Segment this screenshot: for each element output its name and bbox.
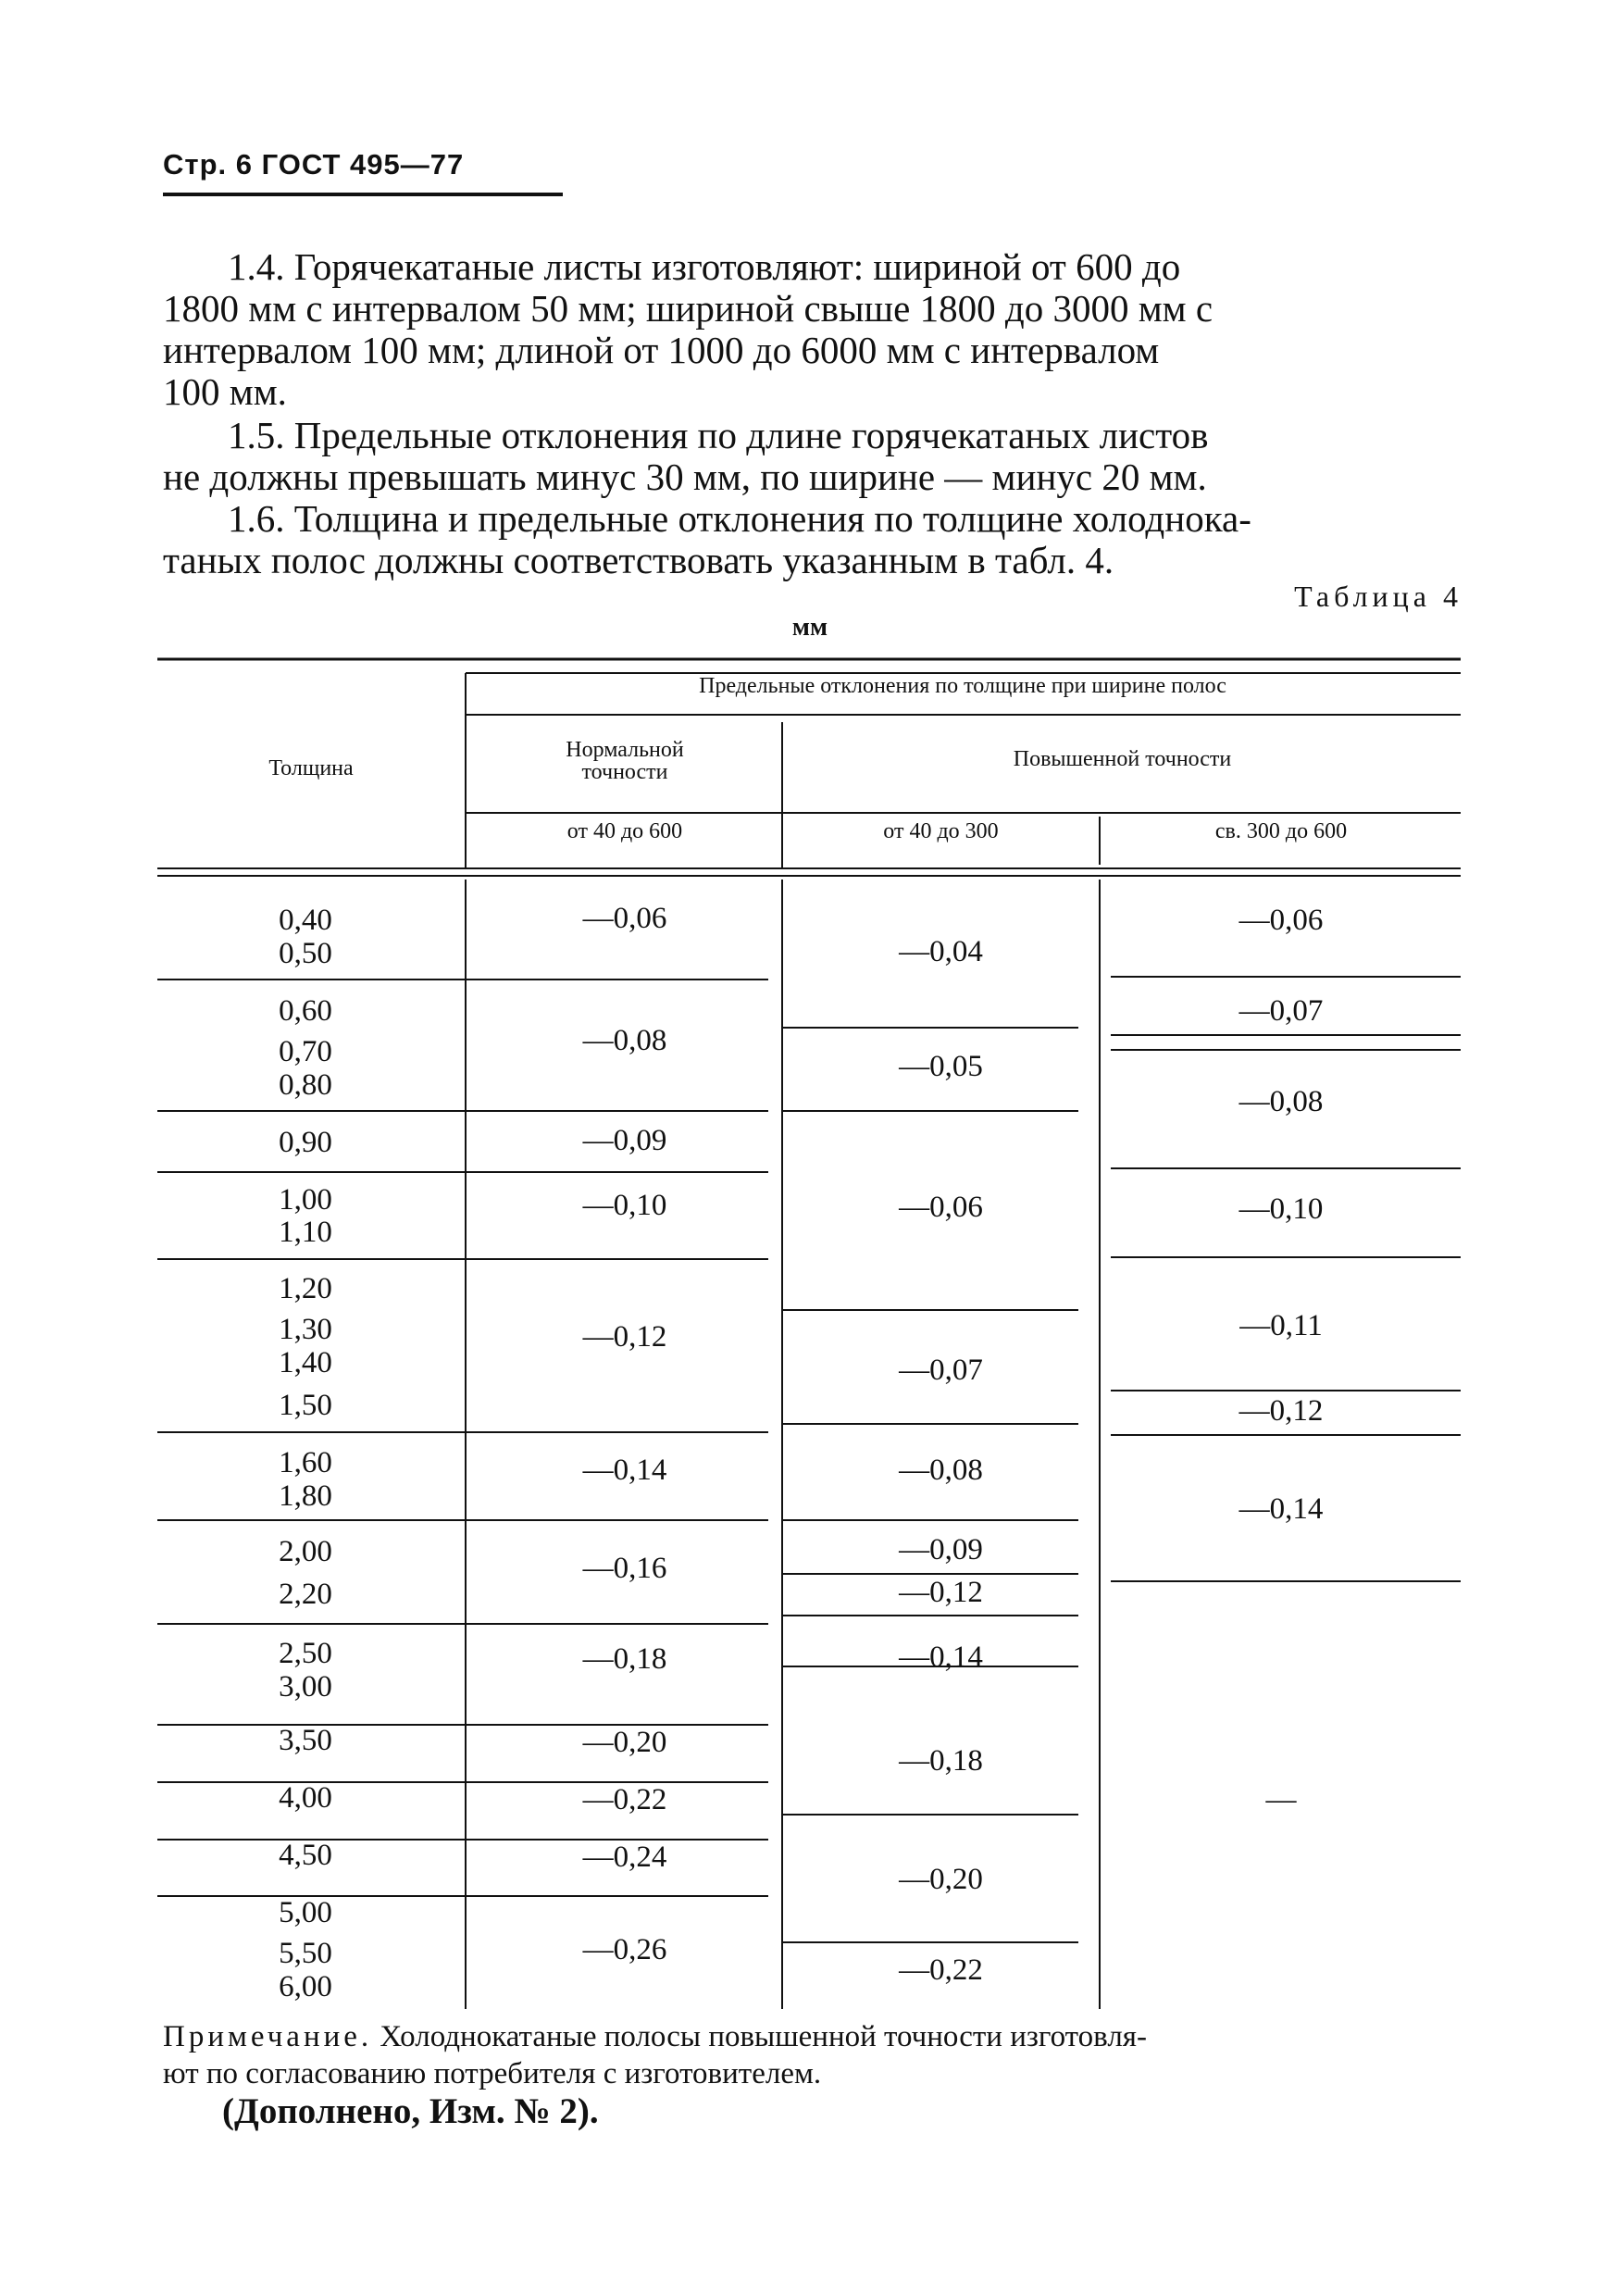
increased-600-cell: —0,06 bbox=[1238, 904, 1324, 937]
page-header: Стр. 6 ГОСТ 495—77 bbox=[163, 148, 465, 181]
thickness-cell: 6,00 bbox=[279, 1970, 332, 2003]
normal-dev-cell: —0,14 bbox=[582, 1454, 667, 1487]
para-1-6-line-2: таных полос должны соответствовать указанным в табл. 4. bbox=[163, 539, 1114, 581]
thickness-cell: 4,50 bbox=[279, 1839, 332, 1872]
thickness-cell: 1,50 bbox=[279, 1389, 332, 1422]
note-label: Примечание. bbox=[163, 2020, 373, 2053]
th-increased: Повышенной точности bbox=[1013, 747, 1232, 771]
normal-dev-cell: —0,18 bbox=[582, 1642, 667, 1676]
thickness-cell: 1,30 bbox=[279, 1313, 332, 1346]
normal-dev-cell: —0,12 bbox=[582, 1320, 667, 1354]
thickness-cell: 1,10 bbox=[279, 1216, 332, 1249]
th-normal-line2: точности bbox=[581, 760, 668, 784]
normal-dev-cell: —0,22 bbox=[582, 1783, 667, 1816]
increased-300-cell: —0,04 bbox=[899, 935, 983, 968]
thickness-cell: 0,70 bbox=[279, 1035, 332, 1068]
th-normal-line1: Нормальной bbox=[566, 738, 684, 762]
thickness-cell: 1,40 bbox=[279, 1346, 332, 1379]
th-inc-range-1: от 40 до 300 bbox=[883, 819, 999, 843]
thickness-cell: 0,90 bbox=[279, 1126, 332, 1159]
note-line2: ют по согласованию потребителя с изготовителем. bbox=[163, 2057, 822, 2090]
thickness-cell: 4,00 bbox=[279, 1781, 332, 1815]
normal-dev-cell: —0,06 bbox=[582, 902, 667, 935]
th-thickness: Толщина bbox=[268, 756, 354, 780]
table-note bbox=[163, 2018, 1459, 2092]
thickness-cell: 3,50 bbox=[279, 1724, 332, 1757]
normal-dev-cell: —0,08 bbox=[582, 1024, 667, 1057]
increased-300-cell: —0,20 bbox=[899, 1863, 983, 1896]
increased-600-cell: —0,11 bbox=[1239, 1309, 1323, 1342]
increased-600-cell: —0,10 bbox=[1238, 1192, 1324, 1226]
increased-300-cell: —0,14 bbox=[899, 1641, 983, 1674]
note-line1: Холоднокатаные полосы повышенной точности изготовля- bbox=[372, 2020, 1147, 2053]
amendment-note: (Дополнено, Изм. № 2). bbox=[222, 2091, 599, 2131]
normal-dev-cell: —0,26 bbox=[582, 1933, 667, 1966]
th-deviations: Предельные отклонения по толщине при ширине полос bbox=[699, 674, 1226, 698]
thickness-cell: 2,20 bbox=[279, 1578, 332, 1611]
normal-dev-cell: —0,10 bbox=[582, 1189, 667, 1222]
thickness-cell: 0,40 bbox=[279, 904, 332, 937]
increased-300-cell: —0,18 bbox=[899, 1744, 983, 1778]
increased-600-cell: —0,08 bbox=[1238, 1085, 1324, 1118]
th-inc-range-2: св. 300 до 600 bbox=[1214, 819, 1348, 843]
thickness-cell: 5,00 bbox=[279, 1896, 332, 1929]
para-1-4-line-3: интервалом 100 мм; длиной от 1000 до 6000 мм с интервалом bbox=[163, 329, 1160, 371]
para-1-5-line-1: 1.5. Предельные отклонения по длине горячекатаных листов bbox=[228, 414, 1209, 456]
increased-600-cell: —0,14 bbox=[1238, 1492, 1324, 1526]
thickness-cell: 5,50 bbox=[279, 1937, 332, 1970]
increased-300-cell: —0,07 bbox=[899, 1354, 983, 1387]
normal-dev-cell: —0,20 bbox=[582, 1726, 667, 1759]
increased-300-cell: —0,09 bbox=[899, 1533, 983, 1566]
normal-dev-cell: —0,16 bbox=[582, 1552, 667, 1585]
increased-600-cell: —0,12 bbox=[1238, 1394, 1324, 1428]
thickness-cell: 3,00 bbox=[279, 1670, 332, 1703]
increased-300-cell: —0,08 bbox=[899, 1454, 983, 1487]
increased-600-cell: — bbox=[1265, 1783, 1297, 1816]
normal-dev-cell: —0,09 bbox=[582, 1124, 667, 1157]
thickness-cell: 1,60 bbox=[279, 1446, 332, 1479]
table-unit: мм bbox=[791, 613, 828, 642]
increased-300-cell: —0,12 bbox=[899, 1576, 983, 1609]
increased-600-cell: —0,07 bbox=[1238, 994, 1324, 1028]
normal-dev-cell: —0,24 bbox=[582, 1841, 667, 1874]
para-1-5-line-2: не должны превышать минус 30 мм, по ширине — минус 20 мм. bbox=[163, 455, 1207, 498]
thickness-cell: 0,60 bbox=[279, 994, 332, 1028]
increased-300-cell: —0,22 bbox=[899, 1953, 983, 1987]
increased-300-cell: —0,06 bbox=[899, 1191, 983, 1224]
thickness-cell: 2,50 bbox=[279, 1637, 332, 1670]
thickness-cell: 0,50 bbox=[279, 937, 332, 970]
para-1-4-line-4: 100 мм. bbox=[163, 370, 287, 413]
thickness-cell: 1,20 bbox=[279, 1272, 332, 1305]
thickness-cell: 1,00 bbox=[279, 1183, 332, 1217]
para-1-6-line-1: 1.6. Толщина и предельные отклонения по толщине холоднока- bbox=[228, 497, 1251, 540]
thickness-cell: 1,80 bbox=[279, 1479, 332, 1513]
thickness-cell: 0,80 bbox=[279, 1068, 332, 1102]
para-1-4-line-1: 1.4. Горячекатаные листы изготовляют: шириной от 600 до bbox=[228, 245, 1181, 288]
th-normal-range: от 40 до 600 bbox=[566, 819, 683, 843]
increased-300-cell: —0,05 bbox=[899, 1050, 983, 1083]
thickness-cell: 2,00 bbox=[279, 1535, 332, 1568]
table-caption: Таблица 4 bbox=[1294, 580, 1462, 613]
para-1-4-line-2: 1800 мм с интервалом 50 мм; шириной свыше 1800 до 3000 мм с bbox=[163, 287, 1214, 330]
